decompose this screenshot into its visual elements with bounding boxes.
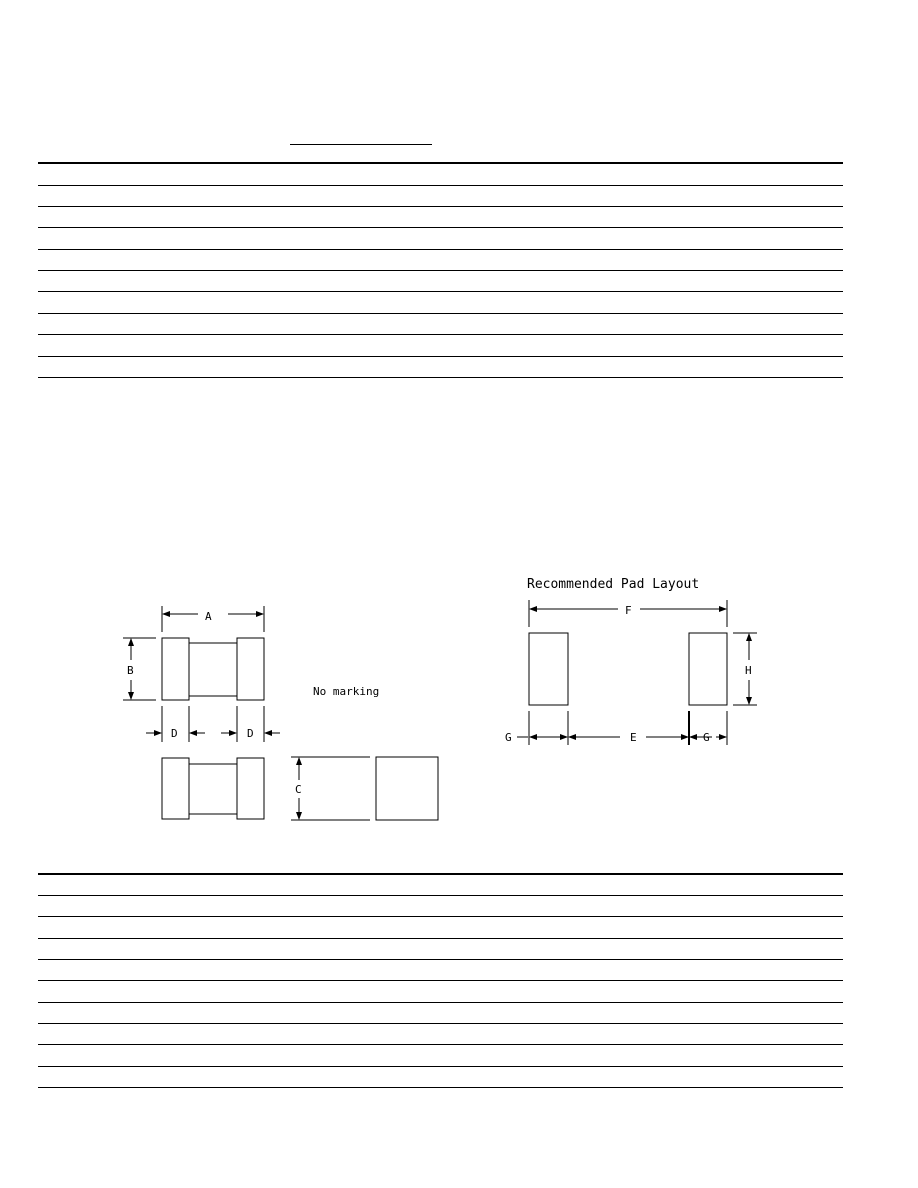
dim-label-g: G <box>505 731 512 744</box>
pad-right <box>689 633 727 705</box>
chip-top-view <box>162 638 264 700</box>
dimension-d <box>146 706 280 742</box>
pad-layout-title: Recommended Pad Layout <box>527 577 700 592</box>
dim-label-b: B <box>127 664 134 677</box>
dimension-g-e <box>517 711 727 745</box>
dim-label-c: C <box>295 783 302 796</box>
pad-layout <box>529 633 727 705</box>
dim-label-d: D <box>247 727 254 740</box>
dim-label-a: A <box>205 610 212 623</box>
dim-label-f: F <box>625 604 632 617</box>
dim-label-d: D <box>171 727 178 740</box>
pad-left <box>529 633 568 705</box>
chip-side-view <box>162 758 264 819</box>
chip-end-view <box>376 757 438 820</box>
dim-label-h: H <box>745 664 752 677</box>
dim-label-g: G <box>703 731 710 744</box>
marking-note: No marking <box>313 685 380 698</box>
dim-label-e: E <box>630 731 637 744</box>
